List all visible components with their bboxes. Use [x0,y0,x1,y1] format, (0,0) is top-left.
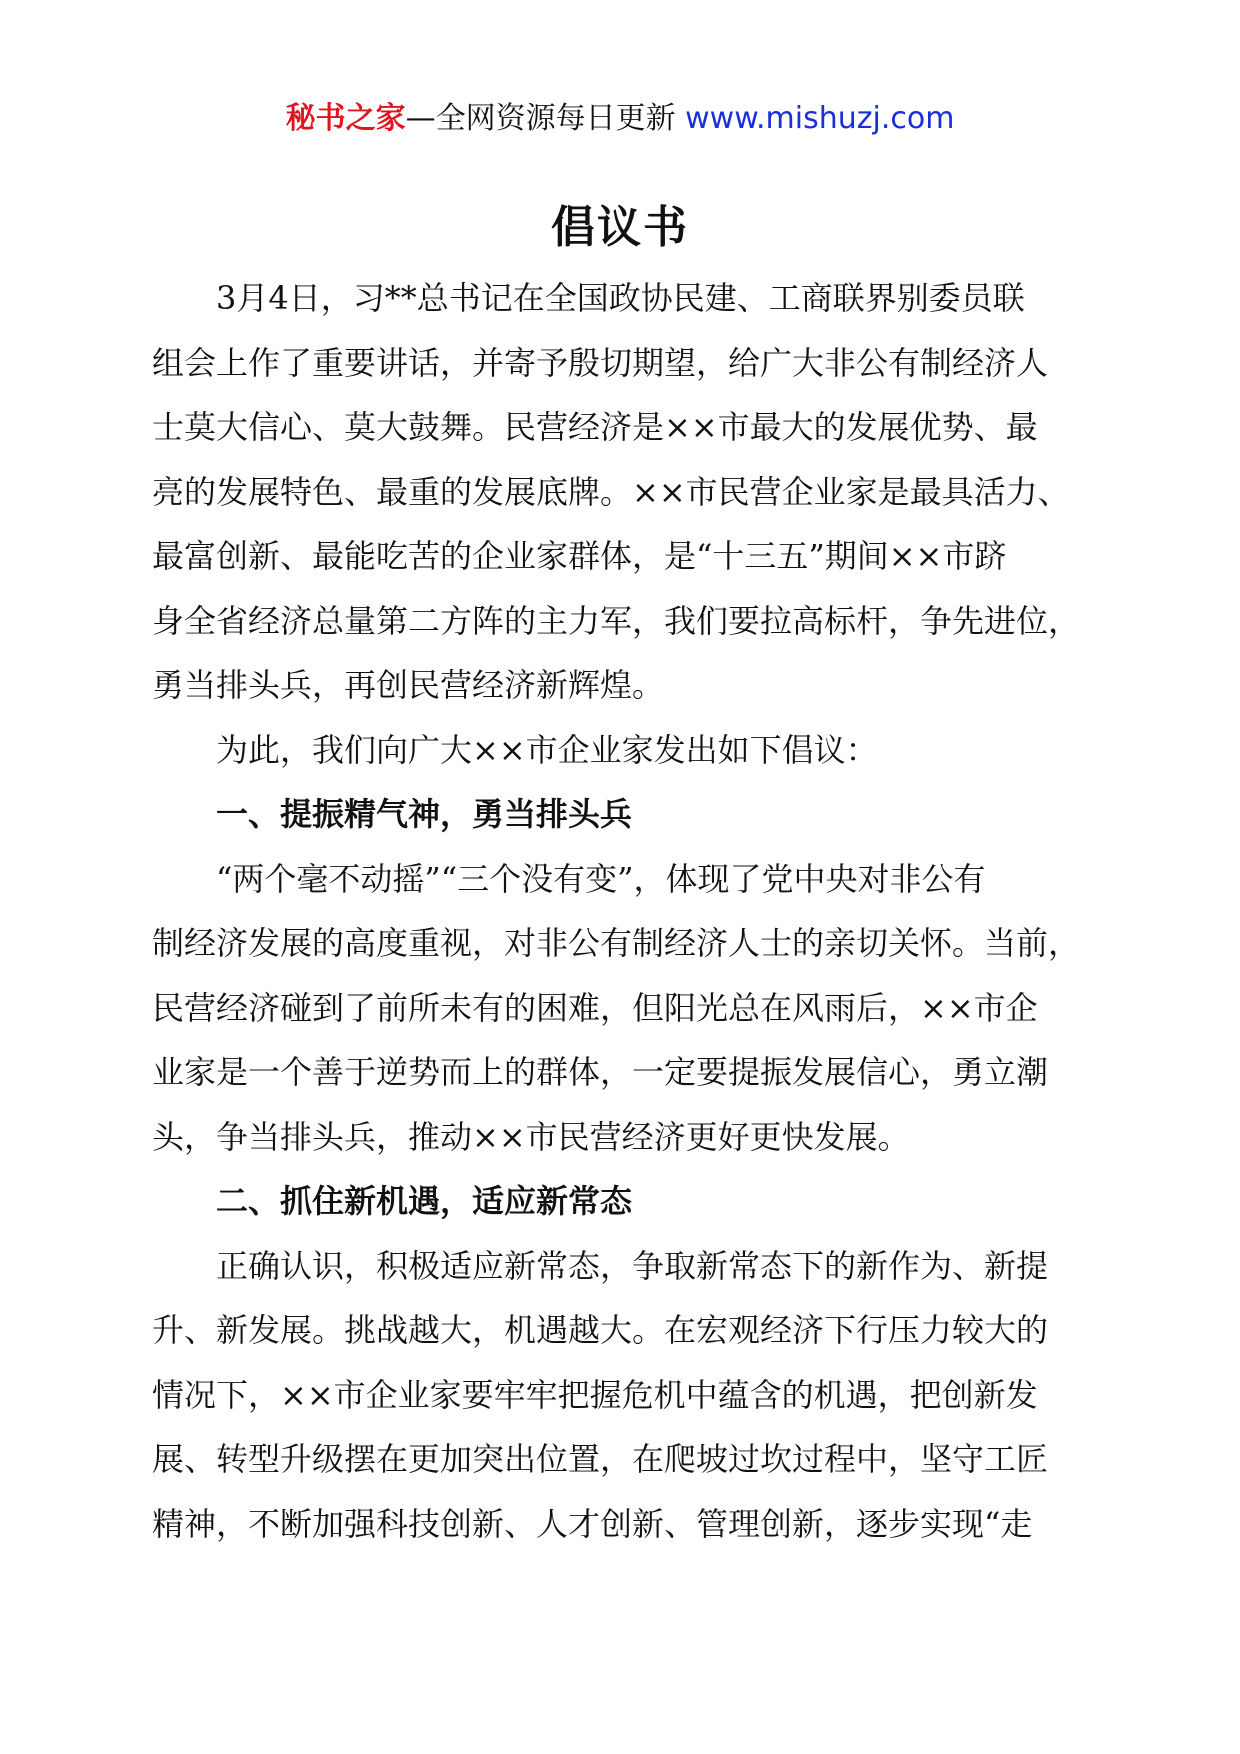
paragraph-line: 头，争当排头兵，推动××市民营经济更好更快发展。 [152,1117,910,1156]
paragraph-line: 业家是一个善于逆势而上的群体，一定要提振发展信心，勇立潮 [152,1053,1049,1091]
paragraph-line: “两个毫不动摇”“三个没有变”，体现了党中央对非公有 [216,859,986,898]
paragraph-line: 精神，不断加强科技创新、人才创新、管理创新，逐步实现“走 [152,1504,1033,1543]
paragraph-line: 组会上作了重要讲话，并寄予殷切期望，给广大非公有制经济人 [152,343,1049,382]
paragraph-line: 为此，我们向广大××市企业家发出如下倡议： [216,730,878,769]
paragraph-line: 最富创新、最能吃苦的企业家群体，是“十三五”期间××市跻 [152,537,1007,575]
section-heading: 一、提振精气神，勇当排头兵 [216,795,633,833]
site-header [0,98,1240,140]
document-body [152,266,1112,1556]
paragraph-line: 身全省经济总量第二方阵的主力军，我们要拉高标杆，争先进位， [152,601,1081,640]
document-title: 倡议书 [551,202,689,253]
paragraph-line: 展、转型升级摆在更加突出位置，在爬坡过坎过程中，坚守工匠 [152,1440,1049,1478]
site-url-link[interactable]: www.mishuzj.com [685,101,955,136]
paragraph-line: 3月4日，习**总书记在全国政协民建、工商联界别委员联 [216,279,1025,317]
paragraph-line: 正确认识，积极适应新常态，争取新常态下的新作为、新提 [216,1246,1049,1285]
site-brand: 秘书之家 [285,101,406,136]
paragraph-line: 亮的发展特色、最重的发展底牌。××市民营企业家是最具活力、 [152,472,1070,511]
paragraph-line: 制经济发展的高度重视，对非公有制经济人士的亲切关怀。当前， [152,924,1081,962]
section-heading: 二、抓住新机遇，适应新常态 [216,1182,633,1220]
paragraph-line: 勇当排头兵，再创民营经济新辉煌。 [152,666,665,704]
site-slogan: —全网资源每日更新 [405,101,686,136]
paragraph-line: 民营经济碰到了前所未有的困难，但阳光总在风雨后，××市企 [152,988,1038,1027]
paragraph-line: 升、新发展。挑战越大，机遇越大。在宏观经济下行压力较大的 [152,1311,1049,1349]
paragraph-line: 士莫大信心、莫大鼓舞。民营经济是××市最大的发展优势、最 [152,408,1038,446]
paragraph-line: 情况下，××市企业家要牢牢把握危机中蕴含的机遇，把创新发 [152,1375,1038,1414]
